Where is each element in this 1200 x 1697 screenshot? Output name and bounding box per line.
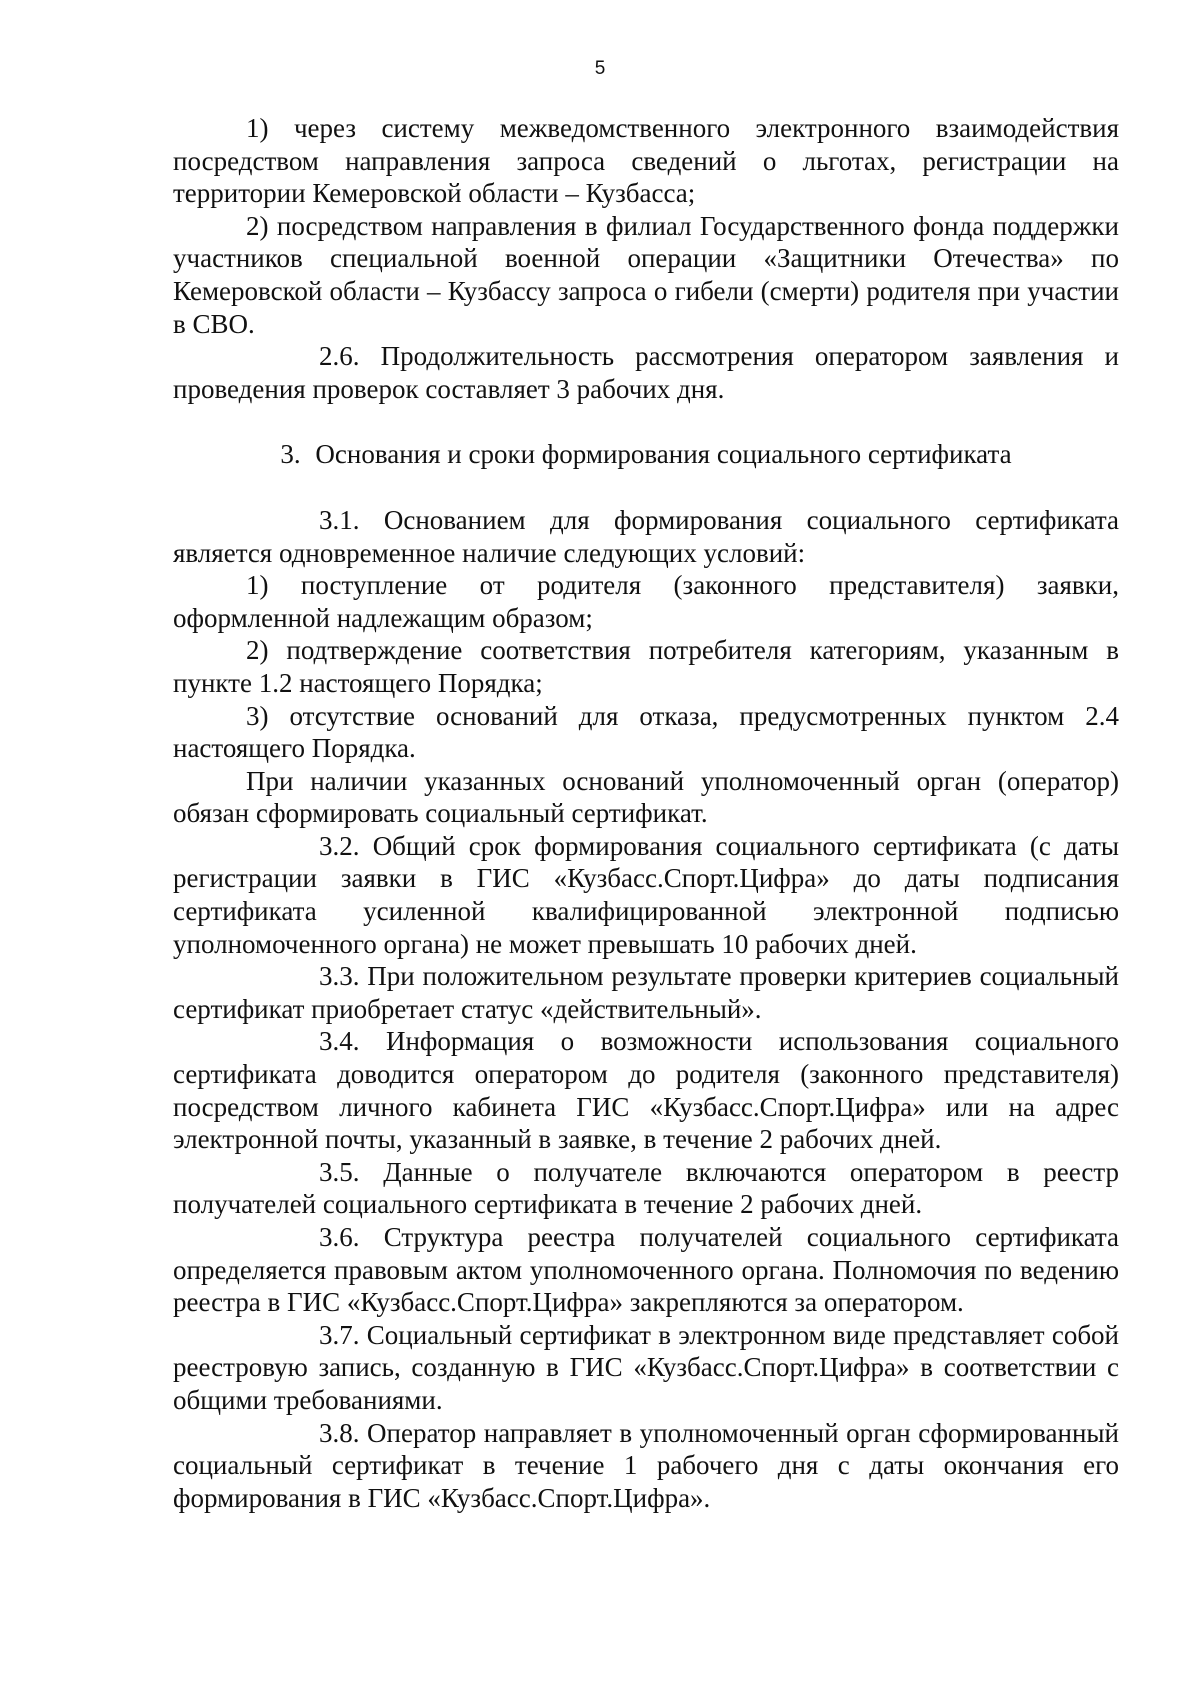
paragraph-text: Информация о возможности использования социального сертификата доводится оператором до родителя (законного представителя) посредством личного кабинета ГИС «Кузбасс.Спорт.Цифра» или на адрес электронной почты, указанный в заявке, в течение 2 рабочих дней. <box>173 1026 1120 1155</box>
paragraph-text: Основанием для формирования социального сертификата является одновременное наличие следующих условий: <box>173 504 1119 568</box>
paragraph-text: При наличии указанных оснований уполномоченный орган (оператор) обязан сформировать социальный сертификат. <box>173 765 1119 829</box>
paragraph-text: При положительном результате проверки критериев социальный сертификат приобретает статус «действительный». <box>173 961 1120 1024</box>
paragraph-3-1 <box>173 504 1119 569</box>
paragraph-text: Продолжительность рассмотрения оператором заявления и проведения проверок составляет 3 рабочих дня. <box>173 341 1120 404</box>
paragraph-3-7 <box>173 1319 1119 1417</box>
clause-number: 3.6. <box>319 1222 360 1252</box>
clause-number: 3.2. <box>319 830 360 861</box>
paragraph-item-2 <box>173 210 1119 340</box>
clause-number: 2.6. <box>319 341 360 372</box>
section-heading <box>173 438 1119 471</box>
paragraph-text: Общий срок формирования социального сертификата (с даты регистрации заявки в ГИС «Кузбасс.Спорт.Цифра» до даты подписания сертификата усиленной квалифицированной электронной подписью уполномоченного органа) не может превышать 10 рабочих дней. <box>173 830 1120 959</box>
page-number: 5 <box>594 58 606 79</box>
paragraph-3-5 <box>173 1156 1119 1221</box>
section-title: Основания и сроки формирования социального сертификата <box>315 439 1012 470</box>
paragraph-text: 2) подтверждение соответствия потребителя категориям, указанным в пункте 1.2 настоящего Порядка; <box>173 635 1119 698</box>
paragraph-3-3 <box>173 960 1119 1025</box>
section-number: 3. <box>280 439 301 470</box>
clause-number: 3.8. <box>319 1417 360 1448</box>
paragraph-text: Оператор направляет в уполномоченный орган сформированный социальный сертификат в течение 1 рабочего дня с даты окончания его формирования в ГИС «Кузбасс.Спорт.Цифра». <box>173 1417 1120 1513</box>
document-body <box>173 112 1119 1514</box>
paragraph-text: 1) через систему межведомственного электронного взаимодействия посредством направления запроса сведений о льготах, регистрации на территории Кемеровской области – Кузбасса; <box>173 113 1119 209</box>
paragraph-text: 1) поступление от родителя (законного представителя) заявки, оформленной надлежащим образом; <box>173 570 1119 633</box>
clause-number: 3.3. <box>319 961 360 992</box>
paragraph-item-1 <box>173 112 1119 210</box>
paragraph-text: 3) отсутствие оснований для отказа, предусмотренных пунктом 2.4 настоящего Порядка. <box>173 700 1119 764</box>
clause-number: 3.5. <box>319 1156 360 1187</box>
paragraph-text: Социальный сертификат в электронном виде представляет собой реестровую запись, созданную в ГИС «Кузбасс.Спорт.Цифра» в соответствии с общими требованиями. <box>173 1319 1120 1415</box>
condition-item-3 <box>173 700 1119 765</box>
paragraph-text: Данные о получателе включаются оператором в реестр получателей социального сертификата в течение 2 рабочих дней. <box>173 1156 1119 1220</box>
paragraph-text: 2) посредством направления в филиал Государственного фонда поддержки участников специальной военной операции «Защитники Отечества» по Кемеровской области – Кузбассу запроса о гибели (смерти) родителя при участии в СВО. <box>173 210 1119 339</box>
clause-number: 3.7. <box>319 1319 360 1350</box>
paragraph-obligation <box>173 765 1119 830</box>
clause-number: 3.4. <box>319 1026 360 1057</box>
paragraph-2-6 <box>173 340 1119 405</box>
paragraph-text: Структура реестра получателей социального сертификата определяется правовым актом уполномоченного органа. Полномочия по ведению реестра в ГИС «Кузбасс.Спорт.Цифра» закрепляются за оператором. <box>173 1222 1119 1318</box>
paragraph-3-8 <box>173 1417 1119 1515</box>
clause-number: 3.1. <box>319 504 360 535</box>
condition-item-1 <box>173 569 1119 634</box>
paragraph-3-4 <box>173 1025 1119 1155</box>
paragraph-3-2 <box>173 830 1119 960</box>
condition-item-2 <box>173 634 1119 699</box>
paragraph-3-6 <box>173 1221 1119 1319</box>
